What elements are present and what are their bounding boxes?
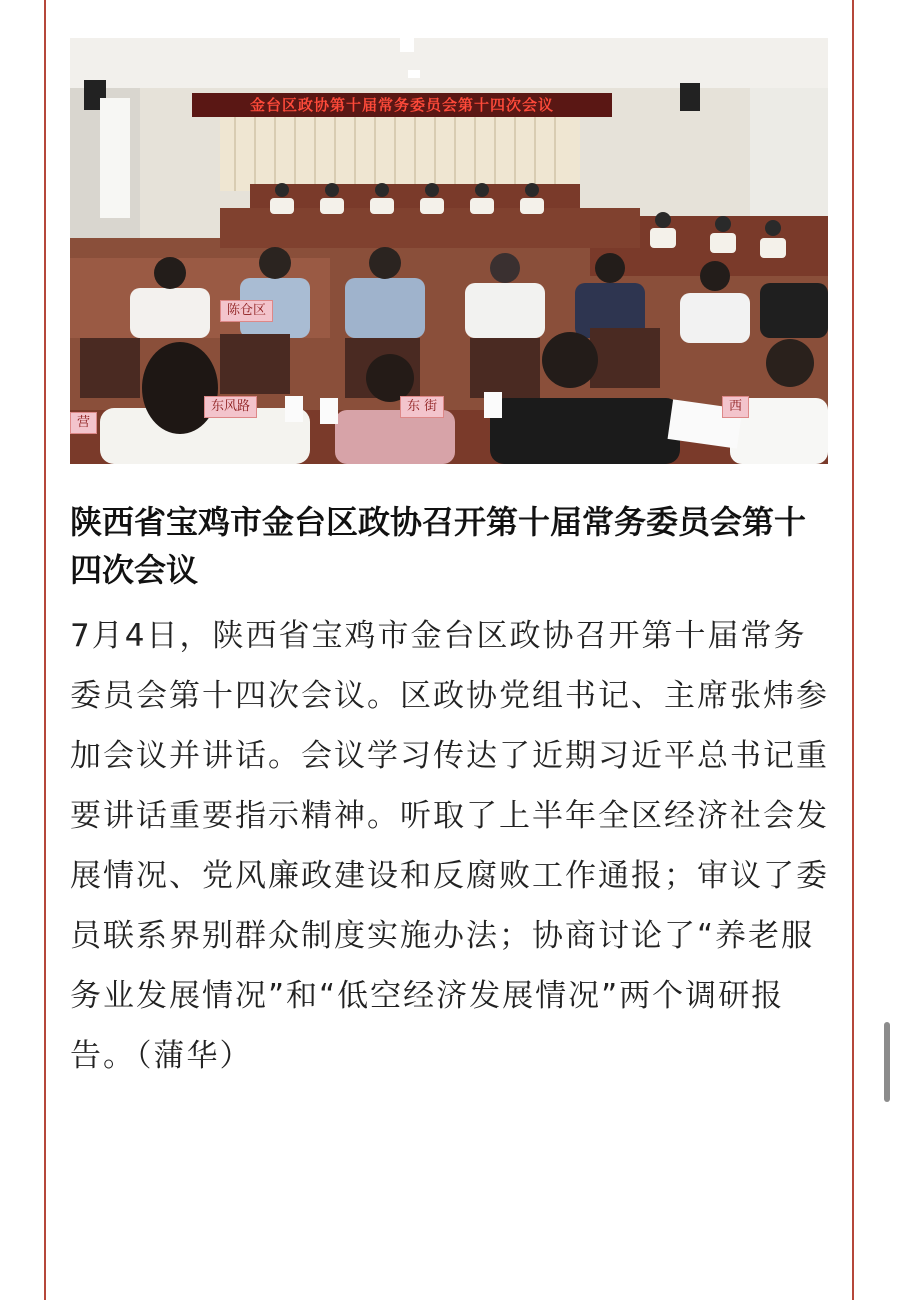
name-placard: 陈仓区 (220, 300, 273, 322)
article (70, 38, 830, 1086)
name-placard: 营 (70, 412, 97, 434)
name-placard: 东风路 (204, 396, 257, 418)
left-border-line (44, 0, 46, 1300)
meeting-banner: 金台区政协第十届常务委员会第十四次会议 (249, 96, 554, 114)
name-placard: 西 (722, 396, 749, 418)
article-body: 7月4日，陕西省宝鸡市金台区政协召开第十届常务委员会第十四次会议。区政协党组书记、主席张炜参加会议并讲话。会议学习传达了近期习近平总书记重要讲话重要指示精神。听取了上半年全区经济社会发展情况、党风廉政建设和反腐败工作通报；审议了委员联系界别群众制度实施办法；协商讨论了“养老服务业发展情况”和“低空经济发展情况”两个调研报告。（蒲华） (70, 618, 829, 1074)
article-headline: 陕西省宝鸡市金台区政协召开第十届常务委员会第十四次会议 (70, 503, 807, 589)
meeting-photo (70, 38, 828, 464)
scrollbar[interactable] (884, 1022, 890, 1102)
right-border-line (852, 0, 854, 1300)
name-placard: 东 街 (400, 396, 444, 418)
